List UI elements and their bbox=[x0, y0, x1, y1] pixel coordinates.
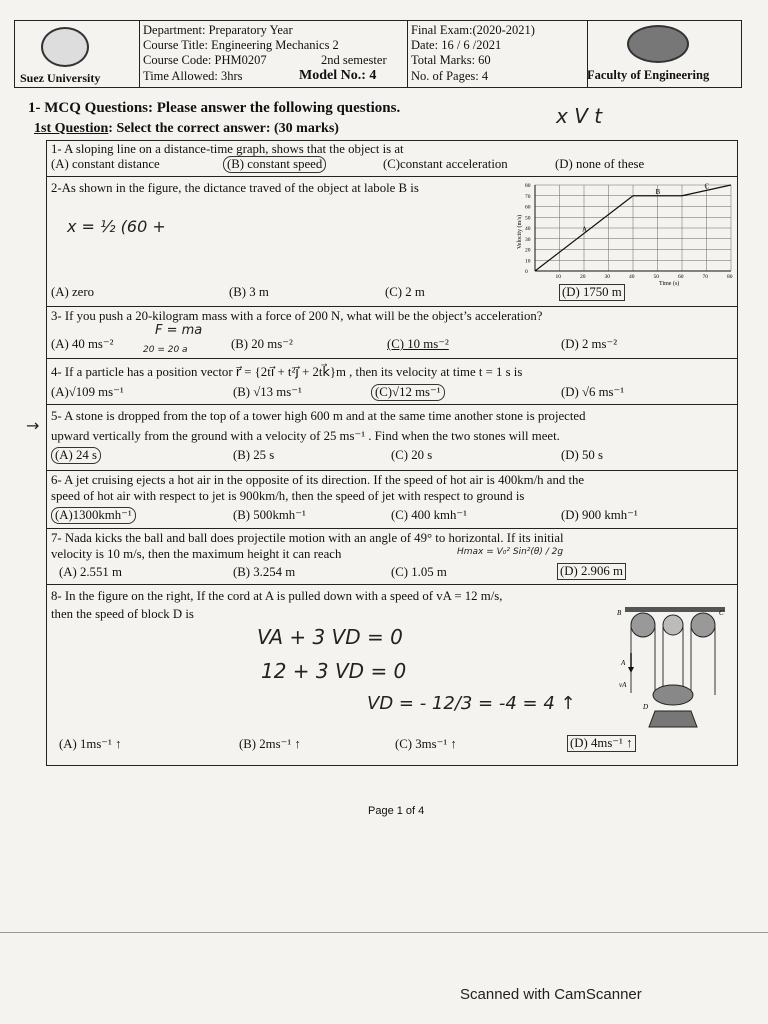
label-c: C bbox=[719, 609, 724, 617]
q7-option-c: (C) 1.05 m bbox=[391, 565, 447, 579]
q5-option-d: (D) 50 s bbox=[561, 448, 603, 462]
pulley-lower-icon bbox=[653, 685, 693, 705]
q3-option-b: (B) 20 ms⁻² bbox=[231, 337, 293, 351]
exam-header bbox=[14, 20, 742, 88]
question-box-8 bbox=[46, 584, 738, 766]
chart-y-tick-label: 60 bbox=[525, 204, 531, 211]
final-exam: Final Exam:(2020-2021) bbox=[411, 23, 535, 37]
scanner-watermark: Scanned with CamScanner bbox=[460, 986, 642, 1003]
chart-y-tick-label: 50 bbox=[525, 215, 531, 222]
question-5-text-2: upward vertically from the ground with a velocity of 25 ms⁻¹ . Find when the two stones will meet. bbox=[51, 429, 560, 443]
handwriting-q8-line3: VD = - 12/3 = -4 = 4 ↑ bbox=[367, 693, 576, 714]
handwriting-q8-line1: VA + 3 VD = 0 bbox=[257, 625, 403, 649]
velocity-time-chart bbox=[509, 179, 739, 287]
q3-option-d: (D) 2 ms⁻² bbox=[561, 337, 618, 351]
q1-option-c: (C)constant acceleration bbox=[383, 157, 508, 171]
chart-x-tick-label: 40 bbox=[629, 274, 635, 280]
q6-option-d: (D) 900 kmh⁻¹ bbox=[561, 508, 638, 522]
margin-arrow-icon: → bbox=[26, 416, 40, 435]
handwriting-q3b: 20 = 20 a bbox=[143, 345, 188, 355]
chart-x-tick-label: 60 bbox=[678, 274, 684, 280]
course-code: Course Code: PHM0207 bbox=[143, 53, 267, 67]
q8-option-d: (D) 4ms⁻¹ ↑ bbox=[567, 735, 636, 752]
q4-option-b: (B) √13 ms⁻¹ bbox=[233, 385, 302, 399]
label-a: A bbox=[621, 659, 626, 667]
pulley-b-icon bbox=[631, 613, 655, 637]
chart-segment-label: C bbox=[704, 182, 710, 191]
chart-y-tick-label: 40 bbox=[525, 226, 531, 232]
chart-segment-label: B bbox=[655, 187, 661, 196]
chart-y-tick-label: 30 bbox=[525, 236, 531, 243]
question-6-text: 6- A jet cruising ejects a hot air in the opposite of its direction. If the speed of hot air is 400km/h and the bbox=[51, 473, 585, 487]
q2-option-b: (B) 3 m bbox=[229, 285, 269, 299]
question-box-4 bbox=[46, 358, 738, 405]
question-box-5 bbox=[46, 404, 738, 471]
label-b: B bbox=[617, 609, 622, 617]
q5-option-c: (C) 20 s bbox=[391, 448, 433, 462]
q4-option-c: (C)√12 ms⁻¹ bbox=[371, 384, 445, 401]
q7-option-d: (D) 2.906 m bbox=[557, 563, 626, 580]
q1-option-d: (D) none of these bbox=[555, 157, 645, 171]
question-1-text: 1- A sloping line on a distance-time graph, shows that the object is at bbox=[51, 142, 404, 156]
question-label: 1st Question bbox=[34, 121, 109, 136]
chart-ylabel: Velocity (m/s) bbox=[517, 214, 523, 249]
question-7-text-2: velocity is 10 m/s, then the maximum height it can reach bbox=[51, 547, 342, 561]
q6-option-a: (A)1300kmh⁻¹ bbox=[51, 507, 136, 524]
q1-option-a: (A) constant distance bbox=[51, 157, 160, 171]
department: Department: Preparatory Year bbox=[143, 23, 293, 37]
chart-xlabel: Time (s) bbox=[659, 281, 680, 287]
q6-option-c: (C) 400 kmh⁻¹ bbox=[391, 508, 467, 522]
q2-option-a: (A) zero bbox=[51, 285, 94, 299]
q8-option-b: (B) 2ms⁻¹ ↑ bbox=[239, 737, 301, 751]
q3-option-c: (C) 10 ms⁻² bbox=[387, 337, 449, 351]
handwriting-q3: F = ma bbox=[155, 323, 203, 338]
question-6-text-2: speed of hot air with respect to jet is 900km/h, then the speed of jet with respect to ground is bbox=[51, 489, 525, 503]
q2-option-c: (C) 2 m bbox=[385, 285, 425, 299]
semester: 2nd semester bbox=[321, 53, 387, 67]
chart-y-tick-label: 0 bbox=[525, 269, 528, 275]
chart-x-tick-label: 70 bbox=[702, 274, 708, 280]
question-rest: : Select the correct answer: (30 marks) bbox=[108, 121, 339, 136]
question-box-6 bbox=[46, 470, 738, 529]
pulley-middle-icon bbox=[663, 615, 683, 635]
faculty-name: Faculty of Engineering bbox=[587, 68, 710, 82]
chart-x-tick-label: 20 bbox=[580, 274, 586, 280]
question-2-text: 2-As shown in the figure, the dictance traved of the object at labole B is bbox=[51, 181, 419, 195]
course-title: Course Title: Engineering Mechanics 2 bbox=[143, 38, 339, 52]
question-8-text-2: then the speed of block D is bbox=[51, 607, 194, 621]
pulley-diagram bbox=[615, 603, 735, 739]
q8-option-c: (C) 3ms⁻¹ ↑ bbox=[395, 737, 457, 751]
no-pages: No. of Pages: 4 bbox=[411, 69, 489, 83]
question-box-7 bbox=[46, 528, 738, 585]
q8-option-a: (A) 1ms⁻¹ ↑ bbox=[59, 737, 122, 751]
chart-segment-label: A bbox=[582, 225, 588, 234]
page-number: Page 1 of 4 bbox=[368, 805, 425, 817]
chart-plot-area bbox=[525, 182, 733, 280]
question-3-text: 3- If you push a 20-kilogram mass with a force of 200 N, what will be the object’s acceleration? bbox=[51, 309, 543, 323]
arrow-va-head-icon bbox=[628, 667, 634, 673]
chart-x-tick-label: 80 bbox=[727, 274, 733, 280]
q2-option-d: (D) 1750 m bbox=[559, 284, 625, 301]
ceiling bbox=[625, 607, 725, 612]
chart-x-tick-label: 30 bbox=[604, 274, 610, 280]
q7-option-b: (B) 3.254 m bbox=[233, 565, 296, 579]
chart-y-tick-label: 20 bbox=[525, 247, 531, 254]
chart-y-tick-label: 80 bbox=[525, 183, 531, 189]
q3-option-a: (A) 40 ms⁻² bbox=[51, 337, 114, 351]
exam-date: Date: 16 / 6 /2021 bbox=[411, 38, 502, 52]
question-box-2 bbox=[46, 176, 738, 307]
q7-option-a: (A) 2.551 m bbox=[59, 565, 122, 579]
chart-x-tick-label: 10 bbox=[555, 274, 561, 280]
label-d: D bbox=[643, 703, 649, 711]
q1-option-b: (B) constant speed bbox=[223, 156, 326, 173]
faculty-logo-icon bbox=[627, 25, 689, 63]
q5-option-b: (B) 25 s bbox=[233, 448, 275, 462]
handwriting-q8-line2: 12 + 3 VD = 0 bbox=[261, 659, 407, 683]
divider bbox=[0, 932, 768, 933]
chart-x-tick-label: 50 bbox=[653, 274, 659, 280]
question-4-text: 4- If a particle has a position vector r⃗ = {2ti⃗ + t²j⃗ + 2tk⃗}m , then its velocity at time t = 1 s is bbox=[51, 365, 523, 379]
label-va: vA bbox=[619, 681, 627, 689]
time-allowed: Time Allowed: 3hrs bbox=[143, 69, 243, 83]
q4-option-d: (D) √6 ms⁻¹ bbox=[561, 385, 625, 399]
handwriting-q2: x = ½ (60 + bbox=[67, 217, 166, 236]
q6-option-b: (B) 500kmh⁻¹ bbox=[233, 508, 306, 522]
question-7-text: 7- Nada kicks the ball and ball does projectile motion with an angle of 49° to horizontal. If its initial bbox=[51, 531, 564, 545]
q4-option-a: (A)√109 ms⁻¹ bbox=[51, 385, 124, 399]
model-no: Model No.: 4 bbox=[299, 68, 377, 83]
question-box-3 bbox=[46, 306, 738, 359]
question-heading bbox=[34, 121, 339, 137]
q5-option-a: (A) 24 s bbox=[51, 447, 101, 464]
question-box-1 bbox=[46, 140, 738, 177]
university-logo-icon bbox=[41, 27, 89, 67]
handwriting-top: x V t bbox=[556, 104, 603, 128]
handwriting-q7: Hmax = V₀² Sin²(θ) / 2g bbox=[457, 547, 564, 557]
question-5-text: 5- A stone is dropped from the top of a tower high 600 m and at the same time another stone is projected bbox=[51, 409, 586, 423]
total-marks: Total Marks: 60 bbox=[411, 53, 491, 67]
question-8-text: 8- In the figure on the right, If the cord at A is pulled down with a speed of vA = 12 m/s, bbox=[51, 589, 503, 603]
chart-y-tick-label: 10 bbox=[525, 258, 531, 265]
section-title: 1- MCQ Questions: Please answer the following questions. bbox=[28, 100, 401, 116]
pulley-c-icon bbox=[691, 613, 715, 637]
university-name: Suez University bbox=[20, 71, 101, 85]
chart-y-tick-label: 70 bbox=[525, 193, 531, 200]
block-d-icon bbox=[649, 711, 697, 727]
